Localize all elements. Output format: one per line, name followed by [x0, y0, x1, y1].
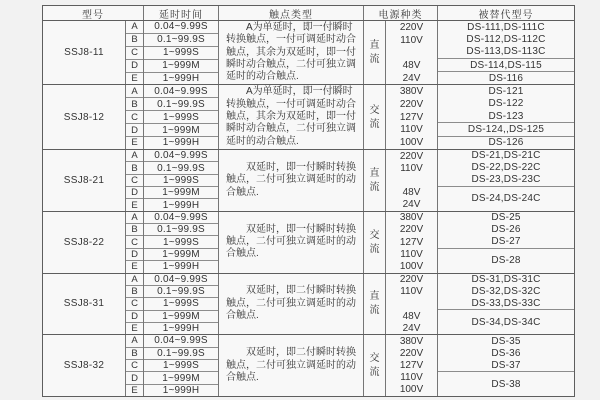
replaced-model-top-cell [438, 274, 574, 311]
voltage-value: 380V [399, 86, 424, 98]
delay-range-cell: 1~999M [144, 249, 218, 261]
replaced-model-cell: DS-124,,DS-125 [438, 123, 574, 136]
replaced-model-column [438, 85, 574, 148]
delay-range-cell: 0.1~99.9S [144, 98, 218, 111]
variant-letter: A [126, 85, 143, 98]
power-kind-char: 流 [369, 181, 380, 193]
replaced-model-line: DS-33,DS-33C [471, 297, 541, 309]
power-kind-char: 交 [369, 353, 380, 365]
voltage-column [386, 150, 438, 211]
power-kind-char: 流 [369, 305, 380, 317]
delay-range-cell: 0.04~9.99S [144, 150, 218, 162]
delay-range-column [144, 150, 219, 211]
voltage-value: 100V [399, 384, 424, 396]
power-kind-cell [364, 85, 386, 148]
replaced-model-line: DS-111,DS-111C [467, 21, 545, 33]
voltage-value [386, 298, 437, 310]
power-kind-cell [364, 21, 386, 84]
replaced-model-line: DS-21,DS-21C [471, 150, 541, 162]
replaced-model-top-cell [438, 335, 574, 372]
variant-letter: B [126, 34, 143, 47]
delay-range-cell: 1~999M [144, 311, 218, 323]
power-kind-char: 直 [369, 40, 380, 52]
table-body [43, 21, 574, 396]
model-cell: SSJ8-22 [43, 212, 126, 273]
replaced-model-cell: DS-38 [491, 378, 521, 390]
model-cell: SSJ8-32 [43, 335, 126, 396]
power-kind-char: 直 [369, 291, 380, 303]
model-group-row [43, 212, 574, 274]
voltage-value: 127V [399, 236, 424, 248]
delay-range-cell: 1~999S [144, 236, 218, 248]
delay-range-column [144, 335, 219, 396]
delay-range-cell: 1~999S [144, 111, 218, 124]
replaced-model-top-cell [438, 150, 574, 187]
power-kind-char: 流 [369, 243, 380, 255]
delay-range-cell: 1~999H [162, 261, 200, 273]
replaced-model-line: DS-22,DS-22C [471, 162, 541, 174]
variant-letter: B [126, 348, 143, 360]
replaced-model-line: DS-35 [491, 335, 521, 347]
model-group-row [43, 335, 574, 396]
header-delay-time: 延时时间 [144, 6, 219, 20]
delay-range-cell: 1~999H [162, 323, 200, 335]
power-kind-char: 交 [369, 229, 380, 241]
delay-range-cell: 1~999H [162, 137, 200, 149]
delay-range-cell: 1~999H [162, 73, 200, 84]
voltage-value: 24V [402, 322, 421, 334]
header-contact-type: 触点类型 [219, 6, 364, 20]
voltage-value: 110V [400, 162, 423, 174]
power-kind-cell [364, 335, 386, 396]
variant-letter: E [131, 199, 138, 211]
delay-range-cell: 0.1~99.9S [144, 348, 218, 360]
variant-letter: C [126, 111, 143, 124]
model-group-row [43, 150, 574, 212]
voltage-value: 110V [400, 34, 423, 46]
power-kind-char: 流 [369, 118, 380, 130]
contact-type-text: A为单延时，即一付瞬时转换触点，一付可调延时动合触点，其余为双延时，即一付瞬时动合触点，二付可独立调延时的动合触点. [226, 22, 356, 83]
contact-type-text: A为单延时，即一付瞬时转换触点，一付可调延时动合触点，其余为双延时，即一付瞬时动合触点，二付可独立调延时的动合触点. [226, 86, 356, 147]
header-power-kind: 电源种类 [364, 6, 438, 20]
variant-letter: A [126, 335, 143, 347]
power-kind-char: 交 [369, 104, 380, 116]
delay-range-cell: 0.1~99.9S [144, 224, 218, 236]
model-cell: SSJ8-21 [43, 150, 126, 211]
replaced-model-column [438, 21, 574, 84]
contact-type-cell [219, 21, 364, 84]
replaced-model-line: DS-37 [491, 359, 521, 371]
voltage-value: 220V [399, 21, 424, 33]
variant-letter: A [126, 212, 143, 224]
power-kind-char: 直 [369, 167, 380, 179]
variant-letter: D [126, 187, 143, 199]
voltage-value: 127V [399, 360, 424, 372]
delay-range-column [144, 274, 219, 335]
variant-letter: D [126, 249, 143, 261]
voltage-value: 110V [400, 124, 423, 136]
delay-range-cell: 1~999H [162, 199, 200, 211]
replaced-model-line: DS-122 [488, 98, 524, 110]
delay-range-cell: 0.1~99.9S [144, 34, 218, 47]
variant-letter-column [126, 21, 144, 84]
delay-range-cell: 1~999M [144, 372, 218, 384]
model-group-row [43, 274, 574, 336]
contact-type-text: 双延时，即二付瞬时转换触点，二付可独立调延时的动合触点. [226, 347, 356, 383]
contact-type-text: 双延时，即一付瞬时转换触点，二付可独立调延时的动合触点. [226, 223, 356, 260]
delay-range-cell: 0.04~9.99S [144, 21, 218, 34]
delay-range-cell: 1~999H [162, 384, 200, 396]
model-cell: SSJ8-12 [43, 85, 126, 148]
replaced-model-line: DS-32,DS-32C [471, 285, 541, 297]
power-kind-cell [364, 274, 386, 335]
variant-letter: D [126, 60, 143, 73]
voltage-value: 220V [399, 224, 424, 236]
voltage-column [386, 274, 438, 335]
delay-range-cell: 0.1~99.9S [144, 286, 218, 298]
replaced-model-line: DS-36 [491, 347, 521, 359]
voltage-value: 100V [399, 137, 424, 149]
variant-letter-column [126, 85, 144, 148]
voltage-value: 48V [402, 310, 421, 322]
replaced-model-cell: DS-24,DS-24C [471, 193, 541, 205]
variant-letter: B [126, 224, 143, 236]
contact-type-text: 双延时，即一付瞬时转换触点，二付可独立调延时的动合触点. [226, 161, 356, 198]
variant-letter: B [126, 98, 143, 111]
delay-range-cell: 0.04~9.99S [144, 85, 218, 98]
contact-type-cell [219, 212, 364, 273]
delay-range-cell: 1~999S [144, 298, 218, 310]
replaced-model-column [438, 212, 574, 273]
replaced-model-line: DS-121 [488, 86, 524, 98]
model-cell: SSJ8-31 [43, 274, 126, 335]
replaced-model-line: DS-27 [491, 236, 521, 248]
replaced-model-top-cell [438, 212, 574, 249]
variant-letter-column [126, 150, 144, 211]
replaced-model-cell: DS-114,DS-115 [438, 59, 574, 72]
replaced-model-column [438, 150, 574, 211]
replaced-model-top-cell [438, 21, 574, 59]
delay-range-column [144, 85, 219, 148]
variant-letter: E [131, 384, 138, 396]
replaced-model-line: DS-123 [488, 110, 524, 122]
power-kind-char: 流 [369, 367, 380, 379]
delay-range-cell: 1~999S [144, 47, 218, 60]
voltage-column [386, 335, 438, 396]
voltage-value: 110V [400, 248, 423, 260]
delay-range-cell: 0.04~9.99S [144, 274, 218, 286]
variant-letter: D [126, 372, 143, 384]
delay-range-cell: 1~999M [144, 124, 218, 137]
replaced-model-cell: DS-28 [491, 255, 521, 267]
table-header-row [43, 6, 574, 21]
voltage-value: 220V [399, 348, 424, 359]
voltage-value: 380V [399, 212, 424, 224]
replaced-model-line: DS-113,DS-113C [466, 46, 546, 58]
variant-letter: C [126, 175, 143, 187]
variant-letter: E [131, 73, 138, 84]
variant-letter-column [126, 335, 144, 396]
variant-letter: E [131, 323, 138, 335]
power-kind-cell [364, 150, 386, 211]
replaced-model-column [438, 274, 574, 335]
contact-type-cell [219, 85, 364, 148]
contact-type-cell [219, 274, 364, 335]
voltage-value: 127V [399, 111, 424, 123]
delay-range-column [144, 212, 219, 273]
delay-range-cell: 1~999M [144, 187, 218, 199]
power-kind-char: 流 [369, 54, 380, 66]
delay-range-cell: 1~999S [144, 175, 218, 187]
variant-letter-column [126, 274, 144, 335]
voltage-value: 220V [399, 99, 424, 111]
voltage-value: 48V [402, 187, 421, 199]
voltage-value: 110V [400, 372, 423, 384]
replaced-model-line: DS-25 [491, 212, 521, 224]
voltage-column [386, 21, 438, 84]
relay-spec-table [42, 5, 575, 397]
delay-range-cell: 0.1~99.9S [144, 162, 218, 174]
variant-letter: C [126, 360, 143, 372]
delay-range-cell: 0.04~9.99S [144, 335, 218, 347]
voltage-value [386, 46, 437, 59]
voltage-value: 380V [399, 335, 424, 347]
variant-letter: C [126, 47, 143, 60]
delay-range-cell: 1~999M [144, 60, 218, 73]
replaced-model-cell: DS-126 [488, 137, 524, 149]
replaced-model-top-cell [438, 85, 574, 123]
variant-letter: B [126, 286, 143, 298]
contact-type-cell [219, 150, 364, 211]
voltage-value: 100V [399, 260, 424, 272]
header-replaced-model: 被替代型号 [478, 9, 534, 21]
contact-type-text: 双延时，即二付瞬时转换触点，二付可独立调延时的动合触点. [226, 285, 356, 322]
voltage-value: 220V [399, 274, 424, 286]
replaced-model-line: DS-112,DS-112C [466, 33, 546, 45]
header-model: 型号 [43, 6, 144, 20]
delay-range-cell: 1~999S [144, 360, 218, 372]
voltage-value [386, 174, 437, 186]
variant-letter: D [126, 311, 143, 323]
model-cell: SSJ8-11 [43, 21, 126, 84]
variant-letter: E [131, 137, 138, 149]
variant-letter: A [126, 150, 143, 162]
voltage-value: 24V [402, 199, 421, 211]
model-group-row [43, 21, 574, 85]
replaced-model-line: DS-23,DS-23C [471, 174, 541, 186]
replaced-model-column [438, 335, 574, 396]
replaced-model-cell: DS-116 [488, 72, 524, 84]
voltage-value: 110V [400, 286, 423, 298]
variant-letter: C [126, 298, 143, 310]
replaced-model-line: DS-26 [491, 224, 521, 236]
variant-letter: E [131, 261, 138, 273]
model-group-row [43, 85, 574, 149]
variant-letter: D [126, 124, 143, 137]
variant-letter: B [126, 162, 143, 174]
voltage-column [386, 212, 438, 273]
replaced-model-line: DS-31,DS-31C [471, 273, 541, 285]
variant-letter: A [126, 21, 143, 34]
voltage-value: 24V [402, 72, 421, 84]
delay-range-cell: 0.04~9.99S [144, 212, 218, 224]
replaced-model-cell: DS-34,DS-34C [471, 316, 541, 328]
voltage-value: 220V [399, 150, 424, 162]
voltage-column [386, 85, 438, 148]
power-kind-cell [364, 212, 386, 273]
variant-letter-column [126, 212, 144, 273]
voltage-value: 48V [402, 59, 421, 71]
contact-type-cell [219, 335, 364, 396]
variant-letter: A [126, 274, 143, 286]
variant-letter: C [126, 236, 143, 248]
delay-range-column [144, 21, 219, 84]
